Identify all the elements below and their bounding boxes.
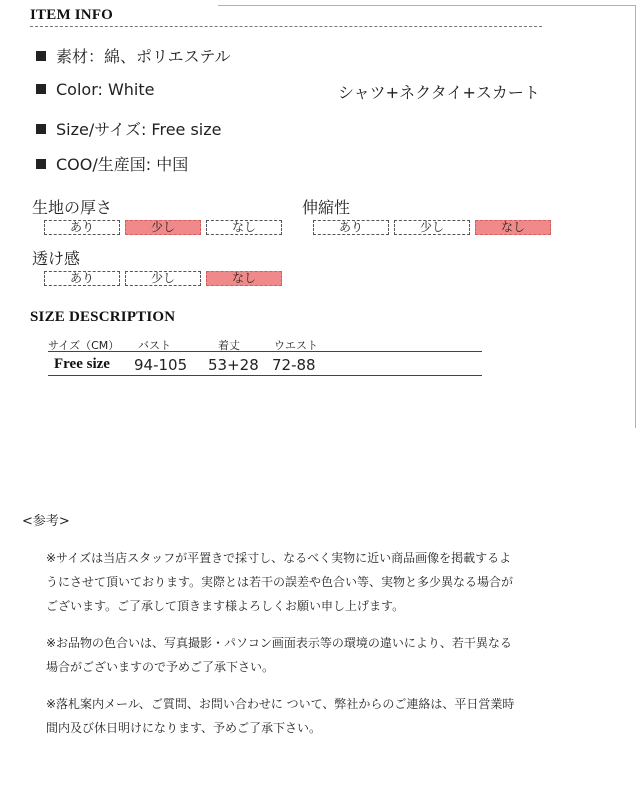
sheerness-option-sukoshi: 少し: [125, 271, 201, 286]
size-header-line: [48, 351, 482, 352]
note-color-variance: [46, 631, 512, 679]
size-row-line: [48, 375, 482, 376]
size-text: Size/サイズ: Free size: [56, 120, 222, 139]
bullet-icon: [36, 159, 46, 169]
frame-top-line: [218, 5, 636, 6]
bullet-icon: [36, 124, 46, 134]
thickness-title: 生地の厚さ: [32, 198, 113, 217]
material-row: [36, 44, 231, 67]
stretch-title: 伸縮性: [302, 198, 351, 217]
coo-text: COO/生産国: 中国: [56, 155, 189, 174]
note-contact-hours: [46, 692, 514, 740]
thickness-option-ari: あり: [44, 220, 120, 235]
size-header-waist: ウエスト: [274, 339, 318, 352]
size-row: [36, 117, 222, 140]
note-line: うにさせて頂いております。実際とは若干の誤差や色合い等、実物と多少異なる場合が: [46, 575, 514, 589]
size-header-length: 着丈: [218, 339, 240, 352]
size-header-bust: バスト: [138, 339, 171, 352]
thickness-option-sukoshi: 少し: [125, 220, 201, 235]
note-line: 場合がございますので予めご了承下さい。: [46, 660, 275, 674]
size-description-title: SIZE DESCRIPTION: [30, 309, 176, 325]
coo-row: [36, 152, 188, 175]
set-contents-text: シャツ+ネクタイ+スカート: [338, 83, 540, 102]
sheerness-title: 透け感: [32, 249, 81, 268]
note-line: 間内及び休日明けになります、予めご了承下さい。: [46, 721, 322, 735]
note-line: ※お品物の色合いは、写真撮影・パソコン画面表示等の環境の違いにより、若干異なる: [46, 636, 512, 650]
bullet-icon: [36, 51, 46, 61]
size-value-length: 53+28: [208, 356, 259, 374]
stretch-option-ari: あり: [313, 220, 389, 235]
item-info-title: ITEM INFO: [30, 7, 114, 23]
note-line: ※サイズは当店スタッフが平置きで採寸し、なるべく実物に近い商品画像を掲載するよ: [46, 551, 512, 565]
stretch-option-nashi: なし: [475, 220, 551, 235]
note-line: ございます。ご了承して頂きます様よろしくお願い申し上げます。: [46, 599, 405, 613]
color-row: [36, 80, 155, 99]
sheerness-option-ari: あり: [44, 271, 120, 286]
bullet-icon: [36, 84, 46, 94]
size-row-label: Free size: [54, 356, 110, 372]
note-size-measurement: [46, 546, 513, 618]
item-info-divider: [30, 26, 542, 27]
sheerness-option-nashi: なし: [206, 271, 282, 286]
thickness-option-nashi: なし: [206, 220, 282, 235]
frame-right-line: [635, 5, 636, 428]
size-value-bust: 94-105: [134, 356, 188, 374]
color-text: Color: White: [56, 80, 155, 99]
size-header-size: サイズ（CM）: [48, 339, 120, 352]
note-line: ※落札案内メール、ご質問、お問い合わせに ついて、弊社からのご連絡は、平日営業時: [46, 697, 515, 711]
size-value-waist: 72-88: [272, 356, 316, 374]
material-text: 素材：綿、ポリエステル: [56, 47, 231, 66]
reference-title: <参考>: [22, 514, 70, 529]
stretch-option-sukoshi: 少し: [394, 220, 470, 235]
